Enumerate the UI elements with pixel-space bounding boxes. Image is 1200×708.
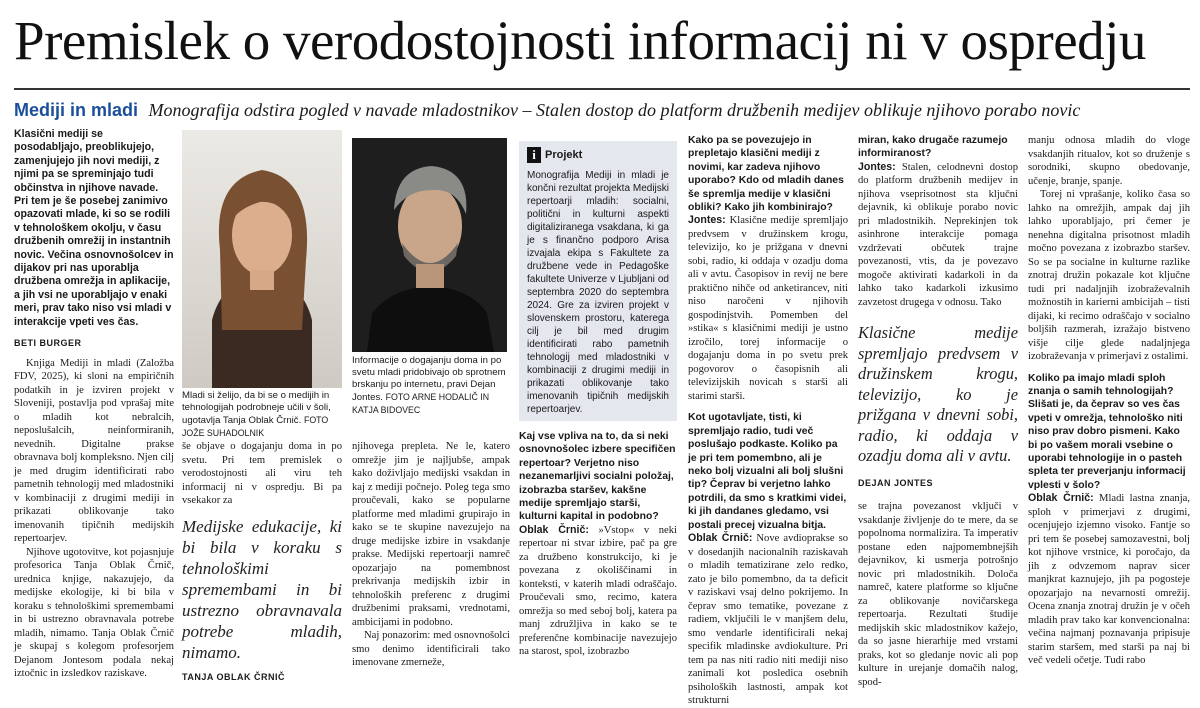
photo-caption-1 xyxy=(182,390,342,440)
box-text: Monografija Mediji in mladi je končni rezultat projekta Medijski repertoarji mladih: socialni, politični in kulturni aspekti digitaliziranega vsakdana, ki ga je s finančno podporo Arisa izvajala ekipa s Fakultete za družbene vede in Pedagoške fakultete Univerze v Ljubljani od septembra 2020 do septembra 2024. Gre za izviren projekt v slovenskem prostoru, katerega cilj je bil med drugim identificirati rabo pametnih tehnologij med mladostniki v kombinaciji z drugimi mediji in prikazati oblikovanje tako imenovanih tipičnih medijskih repertoarjev. xyxy=(527,170,669,415)
interview-question: Kako pa se povezujejo in prepletajo klasični mediji z novimi, kar zadeva njihovo uporabo? Kdo od mladih danes še spremlja medije v klasični obliki? Kako jih kombinirajo? xyxy=(688,135,844,214)
interview-question: miran, kako drugače razumejo informiranost? xyxy=(858,135,1008,160)
pull-quote-2: Klasične medije spremljajo predvsem v družinskem krogu, televizijo, ko je prižgana v dnevni sobi, radio, ki oddaja v ozadju doma ali v avtu. xyxy=(858,323,1018,466)
body-paragraph: Knjiga Mediji in mladi (Založba FDV, 2025), ki sloni na empiričnih podatkih in je izviren projekt v Sloveniji, postavlja pod vprašaj mite o mladih kot nebralcih, neposlušalcih, neinformiranih, nevednih. Digitalne prakse obravnava bolj kompleksno. Njen cilj je med drugim identificirati rabo pametnih tehnologij med mladostniki v kombinaciji z drugimi mediji in prikazati oblikovanje tako imenovanih tipičnih medijskih repertoarjev. xyxy=(14,357,174,545)
pull-quote-author: TANJA OBLAK ČRNIČ xyxy=(182,671,285,682)
pull-quote-author: DEJAN JONTES xyxy=(858,477,934,488)
speaker-label: Oblak Črnič: xyxy=(1028,492,1094,505)
headline-rule xyxy=(14,88,1190,90)
body-paragraph: se trajna povezanost vključi v vsakdanje življenje do te mere, da se popolnoma normalizira. Ta imperativ postane eden najpomembnejših dejavnikov, ki usmerja potrošnjo novic pri mladostnikih. Določa namreč, katere platforme so ključne za oblikovanje novičarskega repertoarja. Rezultati študije medijskih skic mladostnikov kažejo, da so jasne hierarhije med vrstami praks, kot so gledanje novic ali pop kulture in urejanje domačih nalog, spod- xyxy=(858,501,1018,688)
kicker xyxy=(14,96,1080,124)
interview-answer: Stalen, celodnevni dostop do platform družbenih medijev in njihova vseprisotnost sta ključni dejavnik, ki oblikuje porabo novic pri mladostnikih. Neprekinjen tok asinhrone interakcije pomaga vzdrževati občutek trajne povezanosti, vtis, da je povezavo mogoče aktivirati kadarkoli in da lahko tako kadarkoli izkusimo zavzetost drugega v odnosu. Tako xyxy=(858,161,1018,308)
caption-text: Informacije o dogajanju doma in po svetu mladi pridobivajo ob sprotnem brskanju po internetu, pravi Dejan Jontes. xyxy=(352,355,506,403)
photo-credit: FOTO JOŽE SUHADOLNIK xyxy=(182,415,329,438)
speaker-label: Jontes: xyxy=(858,160,896,173)
lead-paragraph: Klasični mediji se posodabljajo, preoblikujejo, zamenjujejo jih novi mediji, z njimi pa se spreminjajo tudi občinstva in njihove navade. Pri tem je še posebej zanimivo opazovati mlade, ki so se rodili v tehnološkem okolju, v času družbenih omrežij in instantnih novic. Večina osnovnošolcev in dijakov pri nas uporablja družbena omrežja in aplikacije, a jih vsi ne uporabljajo v enaki meri, prav tako niso vsi mladi v interakcije vpeti ves čas. xyxy=(14,128,174,328)
box-title: Projekt xyxy=(545,148,583,161)
portrait-man-image xyxy=(352,138,507,352)
section-label: Mediji in mladi xyxy=(14,100,139,120)
article-column-3 xyxy=(352,440,510,668)
photo-dejan-jontes xyxy=(352,138,507,352)
body-paragraph: Njihove ugotovitve, kot pojasnjuje profesorica Tanja Oblak Črnič, urednica knjige, nakazujejo, da medijske ekologije, ki bi bila v koraku s tehnološkimi spremembami in bi ustrezno obravnavala potrebe mladih, nimamo. Tanja Oblak Črnič je skupaj s kolegom profesorjem Dejanom Jontesom podala nekaj iztočnic in izsledkov raziskave. xyxy=(14,546,174,680)
portrait-woman-image xyxy=(182,130,342,388)
interview-answer: Nove avdioprakse so v dosedanjih nacionalnih raziskavah o mladih tematizirane zelo redko, zato je bilo pomembno, da ta deficit v raziskavi vsaj delno pokrijemo. In čeprav smo tematike, povezane z radiem, vključili le v manjšem delu, smo vendarle identificirali nekaj specifik mladinske avdiokulture. Pri tem pa nas niti radio niti mediji niso zanimali kot posledica osebnih psiholoških lastnosti, ampak kot strukturni xyxy=(688,533,848,707)
byline: BETI BURGER xyxy=(14,338,82,349)
article-column-1 xyxy=(14,128,174,680)
info-icon: i xyxy=(527,147,541,163)
article-column-2 xyxy=(182,440,342,682)
interview-answer: Klasične medije spremljajo predvsem v družinskem krogu, televizijo, ko je prižgana v dnevni sobi, radio, ki oddaja v ozadju doma ali v avtu. Časopisov in revij ne bere praktično nihče od anketirancev, niti niso naročeni v njihovih gospodinjstvih. Pomemben del »stika« s klasičnimi mediji je ustno izročilo, torej informacije o dogajanju doma in po svetu prek pogovorov o časopisnih ali televizijskih novicah s starši ali starimi starši. xyxy=(688,215,848,402)
photo-credit: FOTO ARNE HODALIČ IN KATJA BIDOVEC xyxy=(352,392,490,415)
project-info-box xyxy=(519,141,677,421)
interview-question: Kaj vse vpliva na to, da si neki osnovnošolec izbere specifičen repertoar? Verjetno niso nezanemarljivi socialni položaj, izobrazba staršev, kakšne medije spremljajo starši, kulturni kapital in podobno? xyxy=(519,431,676,523)
interview-question: Kot ugotavljate, tisti, ki spremljajo radio, tudi več poslušajo podkaste. Koliko pa je pri tem pomembno, ali je neko bolj vizualni ali bolj slušni tip? Čeprav bi verjetno lahko potrdili, da smo s kratkimi videi, ki jih dandanes gledamo, vsi postali precej vizualna bitja. xyxy=(688,412,847,531)
body-paragraph: Torej ni vprašanje, koliko časa so lahko na omrežjih, ampak daj jih lahko uporabljajo, pri čemer je nenehna digitalna prisotnost mladih močno povezana z izobrazbo staršev. So se pa socialne in kulturne razlike znotraj družin pokazale kot ključne tudi pri nadaljnjih izobraževalnih možnostih in karierni ambicijah – tisti dijaki, ki recimo odraščajo v socialno boljših razmerah, izražajo bistveno višje cilje glede nadaljnjega izobraževanja v primerjavi z ostalimi. xyxy=(1028,189,1190,362)
box-heading xyxy=(527,147,669,163)
caption-text: Mladi si želijo, da bi se o medijih in tehnologijah podrobneje učili v šoli, ugotavlja Tanja Oblak Črnič. xyxy=(182,390,331,426)
interview-question: Koliko pa imajo mladi sploh znanja o samih tehnologijah? Slišati je, da čeprav so ves čas vpeti v omrežja, tehnološko niti niso prav dobro pismeni. Kako bi po vašem morali vsebine o uporabi tehnologije in o pasteh spleta ter preverjanju informacij vplesti v šolo? xyxy=(1028,372,1186,491)
deck: Monografija odstira pogled v navade mladostnikov – Stalen dostop do platform družbenih medijev oblikuje njihovo porabo novic xyxy=(148,100,1081,120)
speaker-label: Oblak Črnič: xyxy=(519,523,589,536)
body-paragraph: še objave o dogajanju doma in po svetu. Pri tem premislek o verodostojnosti ali viru teh informacij ni v ospredju. Bi pa vsekakor za xyxy=(182,441,342,506)
body-paragraph: manju odnosa mladih do vloge vsakdanjih ritualov, kot so druženje s sorodniki, skupno obedovanje, učenje, branje, spanje. xyxy=(1028,135,1190,187)
headline: Premislek o verodostojnosti informacij ni v ospredju xyxy=(14,10,1146,71)
pull-quote-1: Medijske edukacije, ki bi bila v koraku s tehnološkimi spremembami in bi ustrezno obravnavala potrebe mladih, nimamo. xyxy=(182,516,342,662)
photo-caption-2 xyxy=(352,355,510,417)
article-column-4 xyxy=(519,430,677,658)
article-column-7 xyxy=(1028,134,1191,667)
speaker-label: Jontes: xyxy=(688,214,726,227)
photo-tanja-oblak-crnic xyxy=(182,130,342,388)
body-paragraph: njihovega prepleta. Ne le, katero omrežje jim je najljubše, ampak kako doživljajo medijski vsakdan in kaj z mediji počnejo. Poleg tega smo proučevali, kako se popularne platforme med mladimi grupirajo in kako se te skupine navezujejo na druge medijske izbire in vsakdanje prakse. Medijski repertoarji namreč opozarjajo na pomembnost prekrivanja medijskih izbir in tehnoloških preferenc z drugimi družbenimi praksami, vrednotami, ambicijami in podobno. xyxy=(352,441,510,628)
body-paragraph: Naj ponazorim: med osnovnošolci smo denimo identificirali tako imenovane zmerneže, xyxy=(352,630,510,668)
interview-answer: Mladi lastna znanja, sploh v primerjavi z drugimi, ocenjujejo izjemno visoko. Fantje so pri tem še posebej samozavestni, bolj kot njihove vrstnice, ki poročajo, da jih z odvzemom naprav sicer manjkrat kaznujejo, jih pa pogosteje opozarjajo na nevarnosti omrežij. Ocena znanja znotraj družin je v očeh mladih prav tako kar konvencionalna: večina najmanj poznavanja pripisuje starim staršem, med starši pa naj bi več vedeli očetje. Tudi rabo xyxy=(1028,493,1191,667)
article-column-6 xyxy=(858,134,1018,688)
interview-answer: »Vstop« v neki repertoar ni stvar izbire, pač pa gre za družbeno konstrukcijo, ki je povezana z okoliščinami in konteksti, v katerih mladi odraščajo. Proučevali smo, recimo, katera omrežja so med seboj bolj, katera pa manj združljiva in kako se te preferenčne kombinacije navezujejo na starost, spol, izobrazbo xyxy=(519,524,677,658)
speaker-label: Oblak Črnič: xyxy=(688,532,753,545)
article-column-5 xyxy=(688,134,848,707)
